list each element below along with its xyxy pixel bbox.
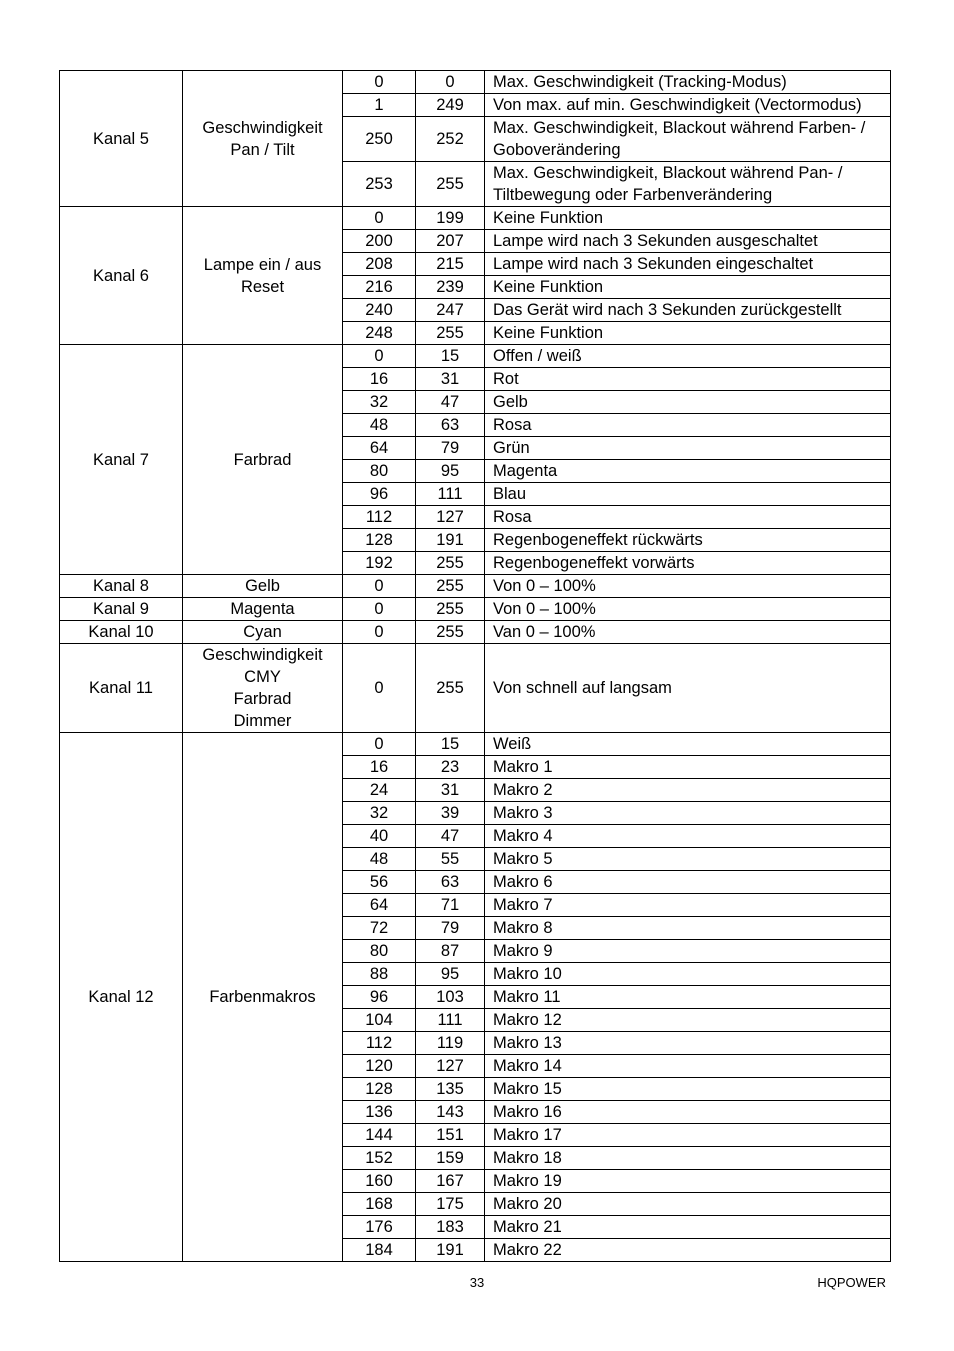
range-description: Offen / weiß (485, 345, 891, 368)
range-from: 0 (343, 733, 416, 756)
range-from: 253 (343, 162, 416, 207)
range-from: 0 (343, 575, 416, 598)
range-description: Max. Geschwindigkeit, Blackout während Pan- / Tiltbewegung oder Farbenverändering (485, 162, 891, 207)
range-from: 0 (343, 71, 416, 94)
range-to: 63 (416, 871, 485, 894)
channel-function: Geschwindigkeit Pan / Tilt (183, 71, 343, 207)
range-from: 240 (343, 299, 416, 322)
range-to: 63 (416, 414, 485, 437)
range-to: 207 (416, 230, 485, 253)
range-description: Makro 14 (485, 1055, 891, 1078)
range-description: Van 0 – 100% (485, 621, 891, 644)
range-from: 96 (343, 986, 416, 1009)
range-description: Lampe wird nach 3 Sekunden ausgeschaltet (485, 230, 891, 253)
channel-function: Farbenmakros (183, 733, 343, 1262)
channel-name: Kanal 11 (60, 644, 183, 733)
range-description: Makro 11 (485, 986, 891, 1009)
range-description: Makro 19 (485, 1170, 891, 1193)
range-to: 103 (416, 986, 485, 1009)
range-from: 136 (343, 1101, 416, 1124)
table-row (60, 207, 891, 230)
range-description: Von 0 – 100% (485, 575, 891, 598)
range-from: 88 (343, 963, 416, 986)
range-description: Keine Funktion (485, 207, 891, 230)
range-from: 32 (343, 391, 416, 414)
channel-function: Gelb (183, 575, 343, 598)
range-from: 112 (343, 1032, 416, 1055)
range-description: Weiß (485, 733, 891, 756)
table-row (60, 598, 891, 621)
range-description: Makro 13 (485, 1032, 891, 1055)
range-to: 143 (416, 1101, 485, 1124)
range-description: Max. Geschwindigkeit (Tracking-Modus) (485, 71, 891, 94)
range-description: Von max. auf min. Geschwindigkeit (Vectormodus) (485, 94, 891, 117)
range-from: 120 (343, 1055, 416, 1078)
page-number: 33 (469, 1275, 485, 1290)
range-description: Makro 8 (485, 917, 891, 940)
range-from: 184 (343, 1239, 416, 1262)
range-description: Makro 21 (485, 1216, 891, 1239)
range-description: Von schnell auf langsam (485, 644, 891, 733)
range-from: 1 (343, 94, 416, 117)
range-from: 16 (343, 756, 416, 779)
range-description: Magenta (485, 460, 891, 483)
range-description: Lampe wird nach 3 Sekunden eingeschaltet (485, 253, 891, 276)
range-description: Max. Geschwindigkeit, Blackout während Farben- / Goboverändering (485, 117, 891, 162)
range-to: 47 (416, 391, 485, 414)
range-from: 80 (343, 460, 416, 483)
range-to: 15 (416, 733, 485, 756)
range-description: Rosa (485, 506, 891, 529)
range-from: 0 (343, 598, 416, 621)
range-to: 111 (416, 1009, 485, 1032)
range-description: Makro 18 (485, 1147, 891, 1170)
range-from: 16 (343, 368, 416, 391)
range-to: 249 (416, 94, 485, 117)
footer-brand: HQPOWER (817, 1275, 886, 1290)
range-to: 87 (416, 940, 485, 963)
range-to: 183 (416, 1216, 485, 1239)
range-to: 0 (416, 71, 485, 94)
channel-function: Geschwindigkeit CMY Farbrad Dimmer (183, 644, 343, 733)
range-description: Makro 10 (485, 963, 891, 986)
range-description: Makro 22 (485, 1239, 891, 1262)
range-to: 47 (416, 825, 485, 848)
range-from: 24 (343, 779, 416, 802)
range-to: 175 (416, 1193, 485, 1216)
range-from: 200 (343, 230, 416, 253)
range-to: 95 (416, 963, 485, 986)
range-to: 119 (416, 1032, 485, 1055)
range-description: Makro 6 (485, 871, 891, 894)
range-description: Das Gerät wird nach 3 Sekunden zurückgestellt (485, 299, 891, 322)
table-row (60, 644, 891, 733)
dmx-channel-table (59, 70, 891, 1262)
range-description: Makro 4 (485, 825, 891, 848)
range-to: 255 (416, 322, 485, 345)
range-to: 55 (416, 848, 485, 871)
range-description: Rot (485, 368, 891, 391)
range-to: 159 (416, 1147, 485, 1170)
range-to: 39 (416, 802, 485, 825)
channel-name: Kanal 8 (60, 575, 183, 598)
range-description: Makro 17 (485, 1124, 891, 1147)
range-from: 80 (343, 940, 416, 963)
range-from: 64 (343, 894, 416, 917)
range-from: 128 (343, 529, 416, 552)
range-to: 79 (416, 437, 485, 460)
range-to: 255 (416, 575, 485, 598)
range-from: 128 (343, 1078, 416, 1101)
range-to: 79 (416, 917, 485, 940)
range-from: 250 (343, 117, 416, 162)
range-from: 168 (343, 1193, 416, 1216)
range-from: 112 (343, 506, 416, 529)
range-from: 48 (343, 848, 416, 871)
range-description: Makro 2 (485, 779, 891, 802)
channel-function: Lampe ein / aus Reset (183, 207, 343, 345)
channel-function: Cyan (183, 621, 343, 644)
table-row (60, 345, 891, 368)
table-body (60, 71, 891, 1262)
range-to: 95 (416, 460, 485, 483)
range-description: Makro 20 (485, 1193, 891, 1216)
range-description: Von 0 – 100% (485, 598, 891, 621)
range-description: Keine Funktion (485, 322, 891, 345)
range-to: 151 (416, 1124, 485, 1147)
range-from: 192 (343, 552, 416, 575)
channel-name: Kanal 10 (60, 621, 183, 644)
range-from: 64 (343, 437, 416, 460)
range-from: 144 (343, 1124, 416, 1147)
range-to: 167 (416, 1170, 485, 1193)
range-to: 127 (416, 1055, 485, 1078)
channel-name: Kanal 9 (60, 598, 183, 621)
range-to: 255 (416, 598, 485, 621)
range-from: 160 (343, 1170, 416, 1193)
range-to: 239 (416, 276, 485, 299)
range-to: 199 (416, 207, 485, 230)
range-to: 255 (416, 621, 485, 644)
channel-name: Kanal 6 (60, 207, 183, 345)
range-description: Makro 16 (485, 1101, 891, 1124)
channel-function: Farbrad (183, 345, 343, 575)
range-description: Makro 3 (485, 802, 891, 825)
range-to: 247 (416, 299, 485, 322)
range-from: 0 (343, 207, 416, 230)
range-from: 248 (343, 322, 416, 345)
range-description: Blau (485, 483, 891, 506)
range-description: Makro 15 (485, 1078, 891, 1101)
range-description: Regenbogeneffekt rückwärts (485, 529, 891, 552)
range-description: Makro 1 (485, 756, 891, 779)
range-from: 208 (343, 253, 416, 276)
range-from: 96 (343, 483, 416, 506)
channel-name: Kanal 7 (60, 345, 183, 575)
range-from: 176 (343, 1216, 416, 1239)
range-from: 48 (343, 414, 416, 437)
range-description: Makro 5 (485, 848, 891, 871)
table-row (60, 575, 891, 598)
range-from: 0 (343, 621, 416, 644)
range-to: 191 (416, 529, 485, 552)
range-to: 255 (416, 644, 485, 733)
range-from: 0 (343, 644, 416, 733)
range-to: 71 (416, 894, 485, 917)
range-from: 152 (343, 1147, 416, 1170)
channel-name: Kanal 5 (60, 71, 183, 207)
range-from: 32 (343, 802, 416, 825)
range-description: Makro 7 (485, 894, 891, 917)
table-row (60, 733, 891, 756)
channel-name: Kanal 12 (60, 733, 183, 1262)
range-to: 15 (416, 345, 485, 368)
range-from: 56 (343, 871, 416, 894)
range-description: Rosa (485, 414, 891, 437)
table-row (60, 621, 891, 644)
range-from: 104 (343, 1009, 416, 1032)
channel-function: Magenta (183, 598, 343, 621)
range-to: 255 (416, 162, 485, 207)
range-to: 215 (416, 253, 485, 276)
range-to: 127 (416, 506, 485, 529)
range-description: Grün (485, 437, 891, 460)
range-to: 252 (416, 117, 485, 162)
range-to: 23 (416, 756, 485, 779)
range-from: 216 (343, 276, 416, 299)
range-to: 191 (416, 1239, 485, 1262)
range-description: Makro 12 (485, 1009, 891, 1032)
range-to: 255 (416, 552, 485, 575)
range-description: Makro 9 (485, 940, 891, 963)
range-description: Gelb (485, 391, 891, 414)
range-to: 31 (416, 368, 485, 391)
range-from: 0 (343, 345, 416, 368)
range-to: 31 (416, 779, 485, 802)
range-from: 72 (343, 917, 416, 940)
range-to: 111 (416, 483, 485, 506)
range-description: Regenbogeneffekt vorwärts (485, 552, 891, 575)
range-description: Keine Funktion (485, 276, 891, 299)
range-from: 40 (343, 825, 416, 848)
table-row (60, 71, 891, 94)
range-to: 135 (416, 1078, 485, 1101)
